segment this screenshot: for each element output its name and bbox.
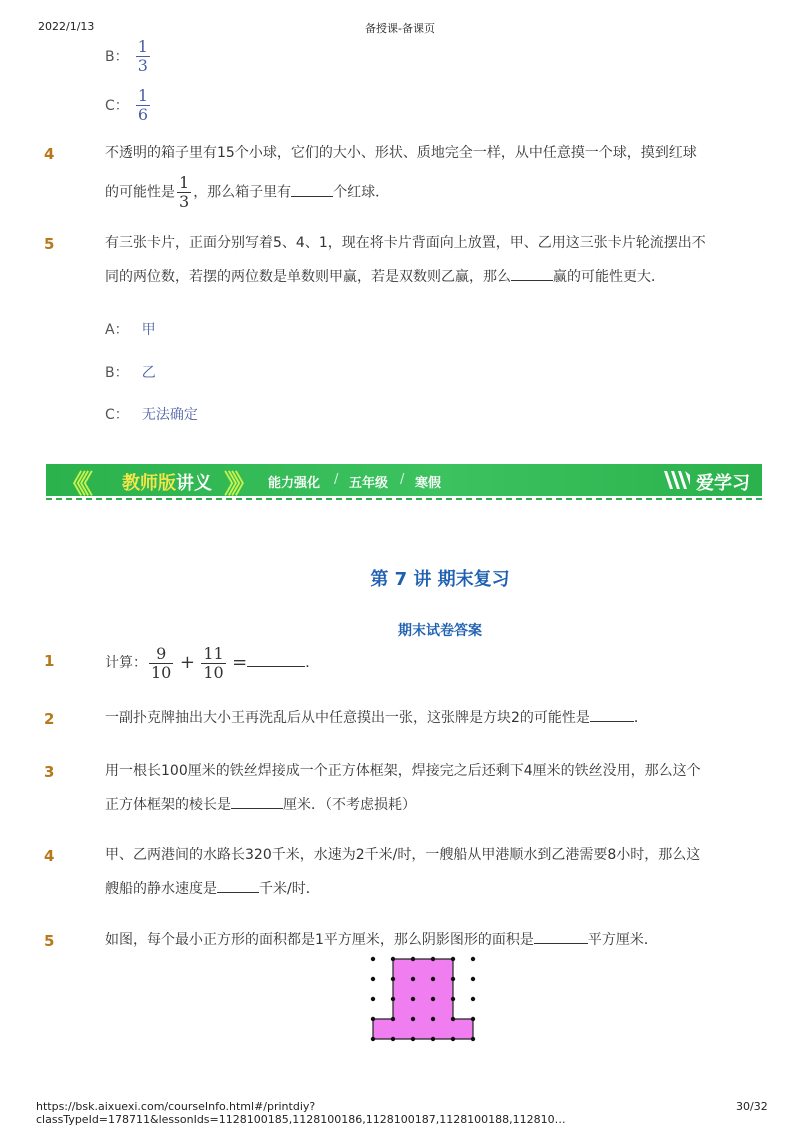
question-line: 用一根长100厘米的铁丝焊接成一个正方体框架，焊接完之后还剩下4厘米的铁丝没用，那么这个 xyxy=(105,763,701,779)
fraction-denominator: 10 xyxy=(203,662,224,682)
banner-title xyxy=(122,469,212,495)
fraction-denominator: 3 xyxy=(137,56,148,75)
question-text xyxy=(105,701,648,735)
banner-title-teacher: 教师版 xyxy=(122,473,176,494)
text-span: ，那么箱子里有 xyxy=(193,184,292,201)
banner-divider xyxy=(46,498,762,500)
grid-dot xyxy=(471,997,475,1001)
text-span: 厘米．（不考虑损耗） xyxy=(283,797,416,813)
option-a[interactable] xyxy=(105,319,156,339)
grid-dot xyxy=(371,1037,375,1041)
question-text xyxy=(105,226,706,294)
chevron-right-icon: 》》 xyxy=(224,470,252,500)
option-letter: C： xyxy=(105,98,129,114)
text-span: 如图，每个最小正方形的面积都是1平方厘米，那么阴影图形的面积是 xyxy=(105,932,534,948)
grid-dot xyxy=(451,997,455,1001)
question-line: 甲、乙两港间的水路长320千米，水速为2千米/时，一艘船从甲港顺水到乙港需要8小时，那么这 xyxy=(105,847,701,863)
question-line xyxy=(105,788,701,822)
text-span: 平方厘米． xyxy=(587,932,658,948)
answer-blank[interactable] xyxy=(291,182,333,197)
grid-dot xyxy=(451,977,455,981)
fraction-numerator: 9 xyxy=(156,643,167,663)
print-page-title: 备授课-备课页 xyxy=(365,22,435,35)
answer-blank[interactable] xyxy=(590,707,634,722)
question-number: 3 xyxy=(44,763,55,781)
answer-blank[interactable] xyxy=(231,794,283,809)
inline-fraction xyxy=(201,645,225,682)
fraction-denominator: 6 xyxy=(137,105,149,124)
question-number: 2 xyxy=(44,710,55,728)
grid-dot xyxy=(451,957,455,961)
fraction-numerator: 11 xyxy=(203,643,224,663)
question-line xyxy=(105,260,706,294)
question-text xyxy=(105,838,700,906)
option-b[interactable] xyxy=(105,362,156,382)
prev-option-c xyxy=(105,87,152,124)
text-span: 一副扑克牌抽出大小王再洗乱后从中任意摸出一张，这张牌是方块2的可能性是 xyxy=(105,710,590,726)
fraction-numerator: 1 xyxy=(179,173,190,192)
grid-dot xyxy=(431,977,435,981)
grid-dot xyxy=(411,977,415,981)
question-text xyxy=(105,643,319,683)
question-text xyxy=(105,754,701,822)
grid-dot xyxy=(451,1037,455,1041)
grid-dot xyxy=(471,1037,475,1041)
shaded-region xyxy=(373,959,473,1039)
option-fraction xyxy=(136,87,150,124)
grid-dot xyxy=(391,957,395,961)
page-number: 30/32 xyxy=(736,1100,768,1113)
lecture-subtitle: 期末试卷答案 xyxy=(398,623,482,639)
grid-dot xyxy=(391,997,395,1001)
grid-dot xyxy=(411,1037,415,1041)
grid-dot xyxy=(411,957,415,961)
question-line: 有三张卡片，正面分别写着5、4、1，现在将卡片背面向上放置，甲、乙用这三张卡片轮流摆出不 xyxy=(105,235,706,251)
fraction-denominator: 3 xyxy=(179,192,190,211)
grid-dot xyxy=(471,1017,475,1021)
text-span: 赢的可能性更大． xyxy=(553,269,665,285)
banner-separator: / xyxy=(400,472,405,487)
answer-blank[interactable] xyxy=(534,929,588,944)
grid-dot xyxy=(371,957,375,961)
question-number: 1 xyxy=(44,652,55,670)
text-span: 正方体框架的棱长是 xyxy=(105,797,231,813)
banner-separator: / xyxy=(334,472,339,487)
option-text: 乙 xyxy=(141,365,156,381)
grid-dot xyxy=(431,1017,435,1021)
text-span: ． xyxy=(305,655,320,671)
option-text: 无法确定 xyxy=(141,407,198,423)
text-span: 艘船的静水速度是 xyxy=(105,881,217,897)
option-fraction xyxy=(136,38,150,75)
text-span: 同的两位数，若摆的两位数是单数则甲赢，若是双数则乙赢，那么 xyxy=(105,269,511,285)
page-url: https://bsk.aixuexi.com/courseInfo.html#/printdiy?classTypeId=178711&lessonIds=1128100185,1128100186,1128100187,1128100188,112810… xyxy=(36,1100,566,1126)
grid-dot xyxy=(471,977,475,981)
grid-dot xyxy=(471,957,475,961)
text-span: 计算： xyxy=(105,655,147,671)
banner-crumb: 五年级 xyxy=(349,476,389,491)
question-number: 4 xyxy=(44,847,55,865)
section-banner xyxy=(46,464,762,500)
grid-dot xyxy=(431,997,435,1001)
logo-books-icon xyxy=(662,469,692,491)
option-letter: B： xyxy=(105,49,129,65)
print-date: 2022/1/13 xyxy=(38,20,95,33)
option-letter: B： xyxy=(105,365,129,381)
question-text xyxy=(105,923,658,957)
grid-dot xyxy=(451,1017,455,1021)
option-text: 甲 xyxy=(141,322,156,338)
banner-crumb: 能力强化 xyxy=(268,476,321,491)
math-operator: = xyxy=(232,652,248,673)
question-line xyxy=(105,174,697,211)
inline-fraction xyxy=(177,174,191,211)
option-letter: C： xyxy=(105,407,129,423)
prev-option-b xyxy=(105,38,152,75)
option-c[interactable] xyxy=(105,404,198,424)
lecture-title: 第 7 讲 期末复习 xyxy=(370,569,510,590)
inline-fraction xyxy=(149,645,173,682)
grid-dot xyxy=(371,997,375,1001)
fraction-numerator: 1 xyxy=(137,86,149,105)
grid-dot xyxy=(431,957,435,961)
shaded-shape-figure xyxy=(366,953,480,1045)
question-number: 5 xyxy=(44,235,55,253)
text-span: ． xyxy=(633,710,648,726)
brand-logo: 爱学习 xyxy=(696,473,750,494)
fraction-numerator: 1 xyxy=(137,37,148,56)
banner-crumb: 寒假 xyxy=(415,476,442,491)
grid-dot xyxy=(431,1037,435,1041)
answer-blank[interactable] xyxy=(511,266,553,281)
text-span: 千米/时． xyxy=(259,881,320,897)
chevron-left-icon: 《《 xyxy=(60,470,88,500)
question-text xyxy=(105,136,697,211)
fraction-denominator: 10 xyxy=(151,662,172,682)
grid-dot xyxy=(371,1017,375,1021)
answer-blank[interactable] xyxy=(217,878,259,893)
option-letter: A： xyxy=(105,322,129,338)
question-line xyxy=(105,872,700,906)
answer-blank[interactable] xyxy=(247,652,305,667)
question-number: 4 xyxy=(44,145,55,163)
grid-dot xyxy=(371,977,375,981)
question-line: 不透明的箱子里有15个小球，它们的大小、形状、质地完全一样，从中任意摸一个球，摸到红球 xyxy=(105,145,697,161)
math-operator: + xyxy=(179,652,195,673)
text-span: 的可能性是 xyxy=(105,184,175,201)
text-span: 个红球． xyxy=(333,184,390,201)
grid-dot xyxy=(391,1017,395,1021)
banner-title-lecture: 讲义 xyxy=(176,473,212,494)
grid-dot xyxy=(411,997,415,1001)
grid-dot xyxy=(391,977,395,981)
grid-dot xyxy=(411,1017,415,1021)
grid-dot xyxy=(391,1037,395,1041)
question-number: 5 xyxy=(44,932,55,950)
